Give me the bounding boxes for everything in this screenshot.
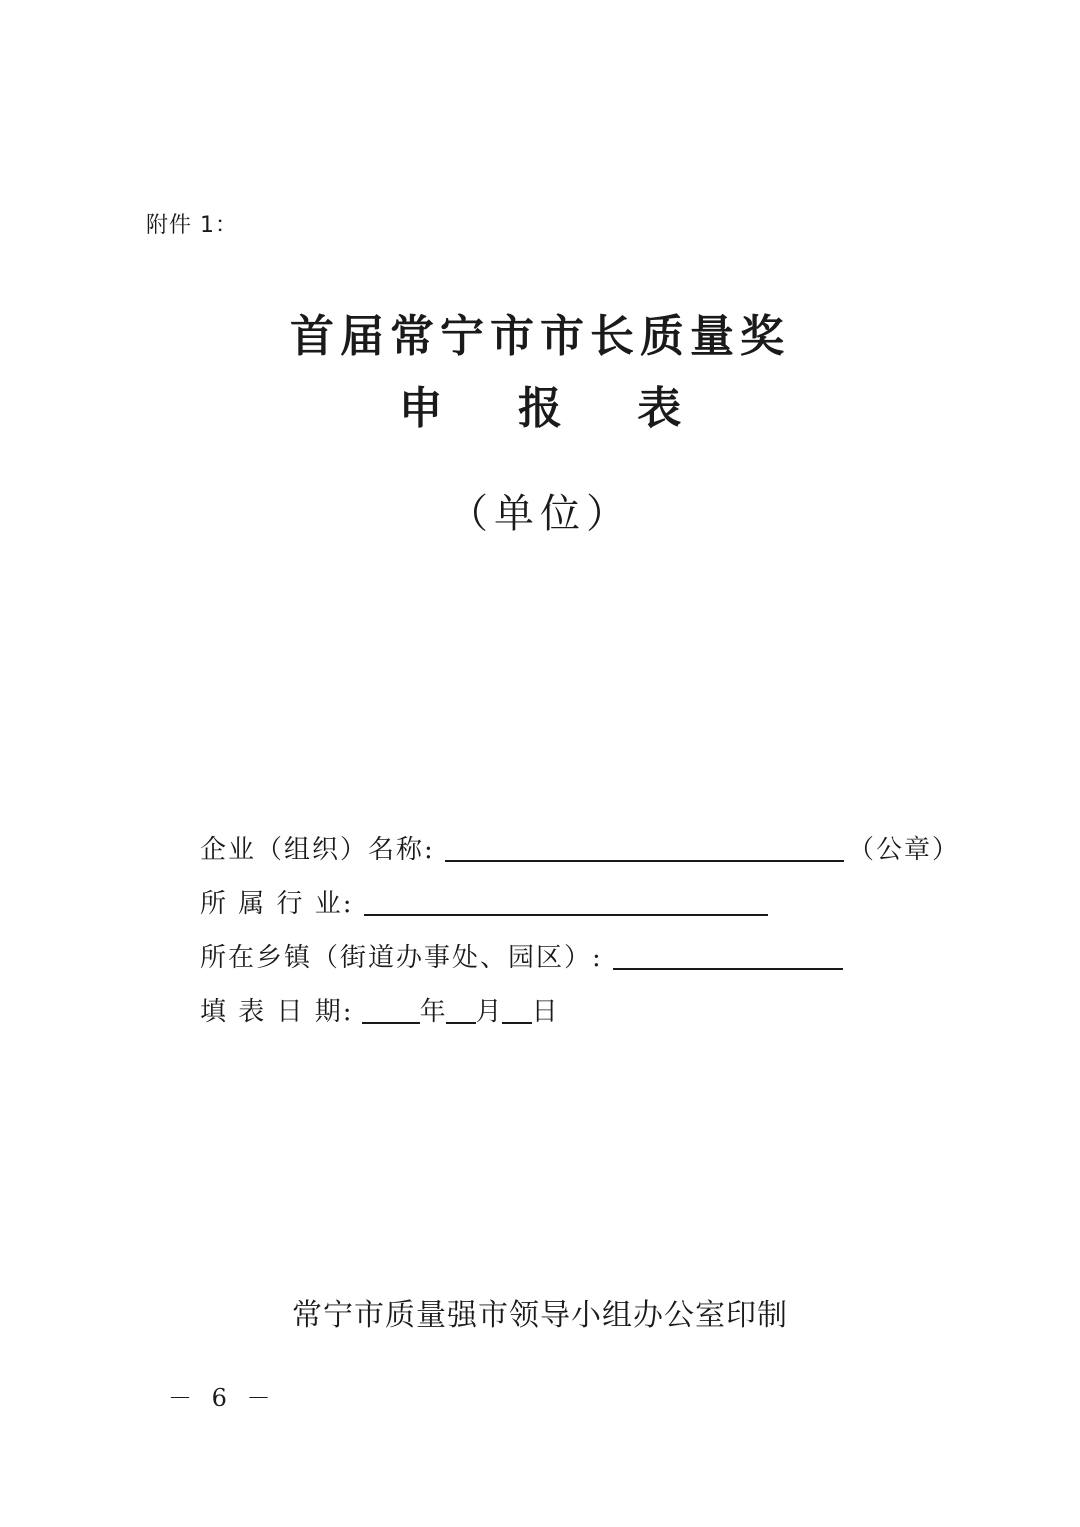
date-month-field[interactable] (446, 994, 476, 1024)
date-day-field[interactable] (502, 994, 532, 1024)
page-subtitle: （单位） (448, 491, 632, 537)
attachment-label: 附件 1： (146, 213, 238, 238)
org-name-seal-note: （公章） (847, 835, 960, 865)
page-title-form-name: 申 报 表 (398, 383, 712, 434)
application-form (200, 812, 960, 1028)
page-title: 首届常宁市市长质量奖 (290, 311, 790, 362)
town-field[interactable] (613, 940, 843, 970)
form-row-industry (200, 866, 960, 920)
date-day-label: 日 (531, 997, 558, 1027)
org-name-field[interactable] (445, 832, 844, 862)
industry-label: 所 属 行 业: (200, 889, 354, 919)
date-year-label: 年 (419, 997, 446, 1027)
industry-field[interactable] (364, 886, 768, 916)
issuer-footer: 常宁市质量强市领导小组办公室印制 (292, 1298, 788, 1333)
date-month-label: 月 (475, 997, 502, 1027)
date-year-field[interactable] (362, 994, 420, 1024)
page-number: － 6 － (168, 1384, 277, 1412)
form-row-town (200, 920, 960, 974)
date-label: 填 表 日 期: (200, 997, 354, 1027)
town-label: 所在乡镇（街道办事处、园区）: (200, 943, 603, 973)
form-row-org-name (200, 812, 960, 866)
form-row-date (200, 974, 960, 1028)
org-name-label: 企业（组织）名称: (200, 835, 435, 865)
